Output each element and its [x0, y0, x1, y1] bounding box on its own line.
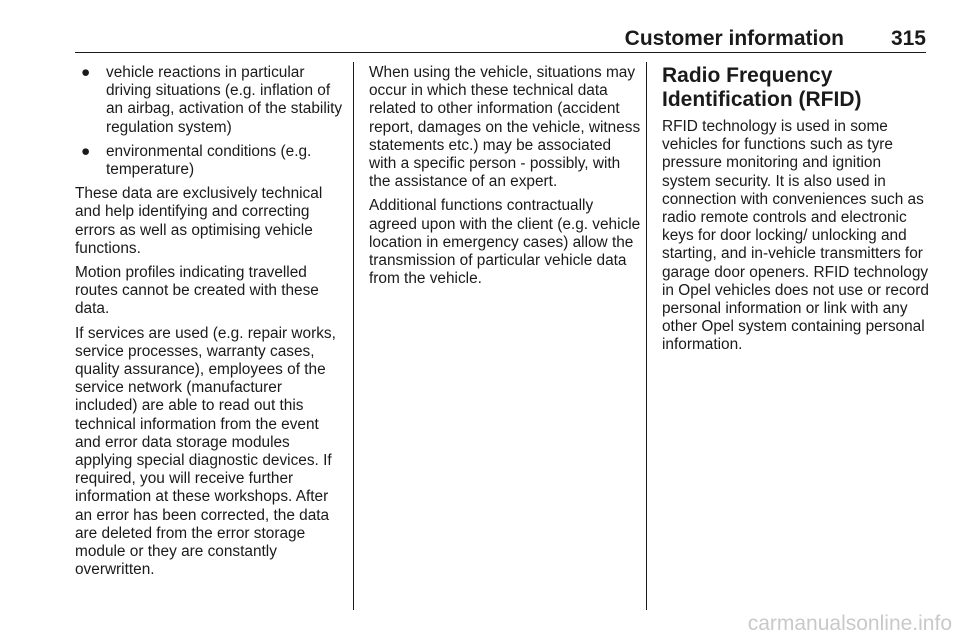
column-3 — [662, 64, 932, 361]
bullet-text: vehicle reactions in particular driving situations (e.g. inflation of an airbag, activation of the stability regulation system) — [106, 64, 343, 136]
bullet-item — [75, 64, 343, 137]
paragraph: When using the vehicle, situations may occur in which these technical data related to other information (accident report, damages on the vehicle, witness statements etc.) may be associated with a specific person - possibly, with the assistance of an expert. — [369, 64, 641, 191]
paragraph: These data are exclusively technical and help identifying and correcting errors as well as optimising vehicle functions. — [75, 185, 323, 257]
bullet-icon: ● — [81, 142, 91, 160]
column-divider-2 — [646, 62, 647, 610]
column-1 — [75, 64, 343, 585]
paragraph: RFID technology is used in some vehicles for functions such as tyre pressure monitoring and ignition system security. It is also used in connection with conveniences such as radio remote controls and electronic keys for door locking/ unlocking and starting, and in-vehicle transmitters for garage door openers. RFID technology in Opel vehicles does not use or record personal information or link with any other Opel system containing personal information. — [662, 118, 929, 354]
paragraph: If services are used (e.g. repair works, service processes, warranty cases, quality assurance), employees of the service network (manufacturer included) are able to read out this technical information from the event and error data storage modules applying special diagnostic devices. If required, you will receive further information at these workshops. After an error has been corrected, the data are deleted from the error storage module or they are constantly overwritten. — [75, 324, 336, 579]
section-heading: Radio Frequency Identification (RFID) — [662, 64, 862, 111]
running-title: Customer information — [624, 27, 844, 50]
paragraph: Motion profiles indicating travelled routes cannot be created with these data. — [75, 264, 319, 318]
paragraph: Additional functions contractually agreed upon with the client (e.g. vehicle location in emergency cases) allow the transmission of particular vehicle data from the vehicle. — [369, 197, 641, 288]
bullet-icon: ● — [81, 64, 91, 81]
column-2 — [369, 64, 641, 294]
page-header — [75, 26, 926, 52]
watermark: carmanualsonline.info — [747, 612, 952, 635]
column-divider-1 — [353, 62, 354, 610]
bullet-item — [75, 143, 343, 179]
page-number: 315 — [890, 27, 926, 50]
bullet-text: environmental conditions (e.g. temperature) — [106, 142, 312, 179]
header-rule — [75, 52, 926, 53]
